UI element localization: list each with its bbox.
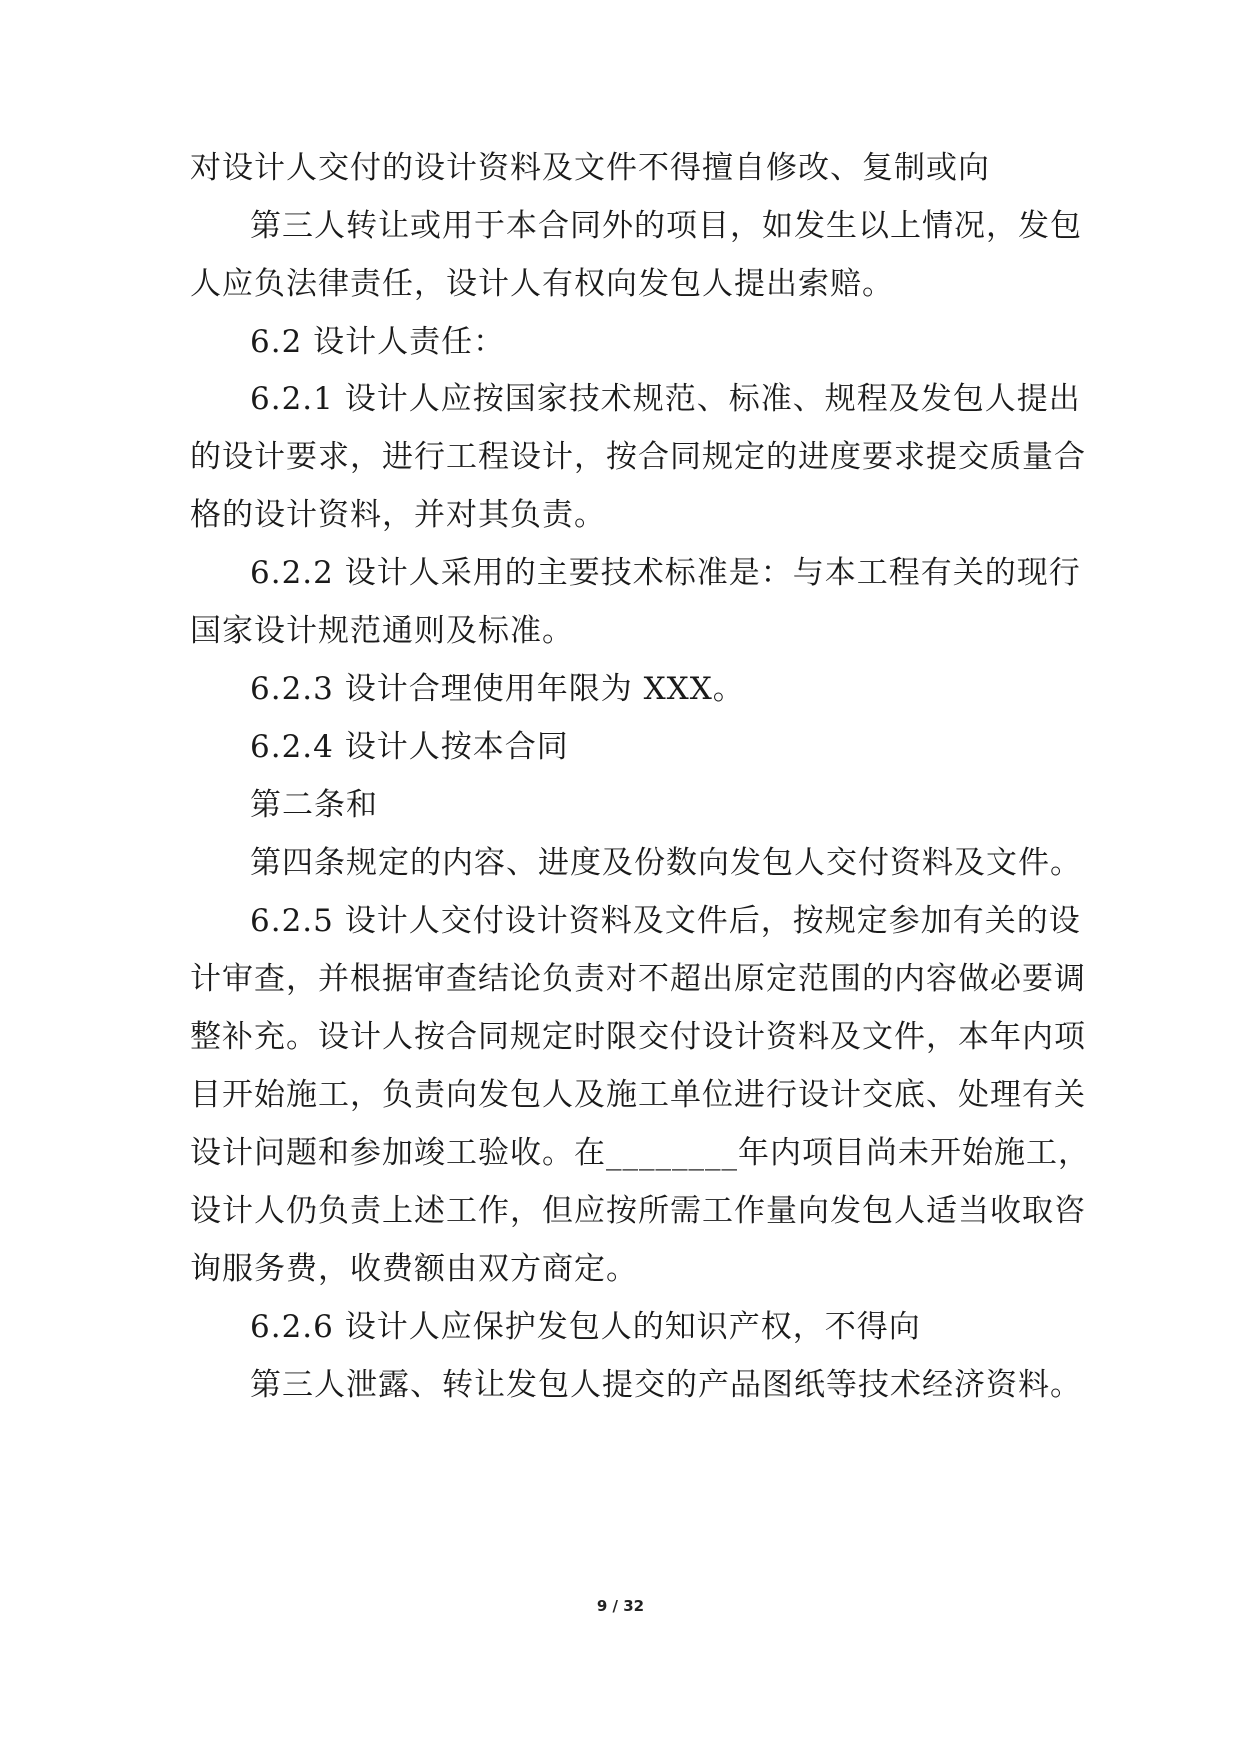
text-line: 对设计人交付的设计资料及文件不得擅自修改、复制或向 xyxy=(190,150,990,186)
text-line: 6.2.1 设计人应按国家技术规范、标准、规程及发包人提出 xyxy=(250,381,1081,417)
text-line: 设计人仍负责上述工作，但应按所需工作量向发包人适当收取咨 xyxy=(190,1193,1086,1229)
text-line: 6.2.3 设计合理使用年限为 XXX。 xyxy=(250,671,745,707)
text-line: 6.2.4 设计人按本合同 xyxy=(250,729,569,765)
text-line: 询服务费，收费额由双方商定。 xyxy=(190,1251,638,1287)
text-line: 的设计要求，进行工程设计，按合同规定的进度要求提交质量合 xyxy=(190,439,1086,475)
section-heading: 6.2 设计人责任： xyxy=(250,324,506,360)
text-line: 6.2.6 设计人应保护发包人的知识产权，不得向 xyxy=(250,1309,921,1345)
text-line: 目开始施工，负责向发包人及施工单位进行设计交底、处理有关 xyxy=(190,1077,1086,1113)
text-line: 第三人转让或用于本合同外的项目，如发生以上情况，发包 xyxy=(250,208,1082,244)
text-line: 第二条和 xyxy=(250,787,378,823)
text-line: 设计问题和参加竣工验收。在________年内项目尚未开始施工， xyxy=(190,1135,1090,1171)
page-number: 9 / 32 xyxy=(596,1597,645,1615)
text-line: 人应负法律责任，设计人有权向发包人提出索赔。 xyxy=(190,266,894,302)
text-line: 格的设计资料，并对其负责。 xyxy=(190,497,606,533)
text-line: 6.2.5 设计人交付设计资料及文件后，按规定参加有关的设 xyxy=(250,903,1081,939)
text-line: 整补充。设计人按合同规定时限交付设计资料及文件，本年内项 xyxy=(190,1019,1086,1055)
text-line: 国家设计规范通则及标准。 xyxy=(190,613,574,649)
text-line: 6.2.2 设计人采用的主要技术标准是：与本工程有关的现行 xyxy=(250,555,1081,591)
text-line: 第三人泄露、转让发包人提交的产品图纸等技术经济资料。 xyxy=(250,1367,1082,1403)
text-line: 计审查，并根据审查结论负责对不超出原定范围的内容做必要调 xyxy=(190,961,1086,997)
text-line: 第四条规定的内容、进度及份数向发包人交付资料及文件。 xyxy=(250,845,1082,881)
